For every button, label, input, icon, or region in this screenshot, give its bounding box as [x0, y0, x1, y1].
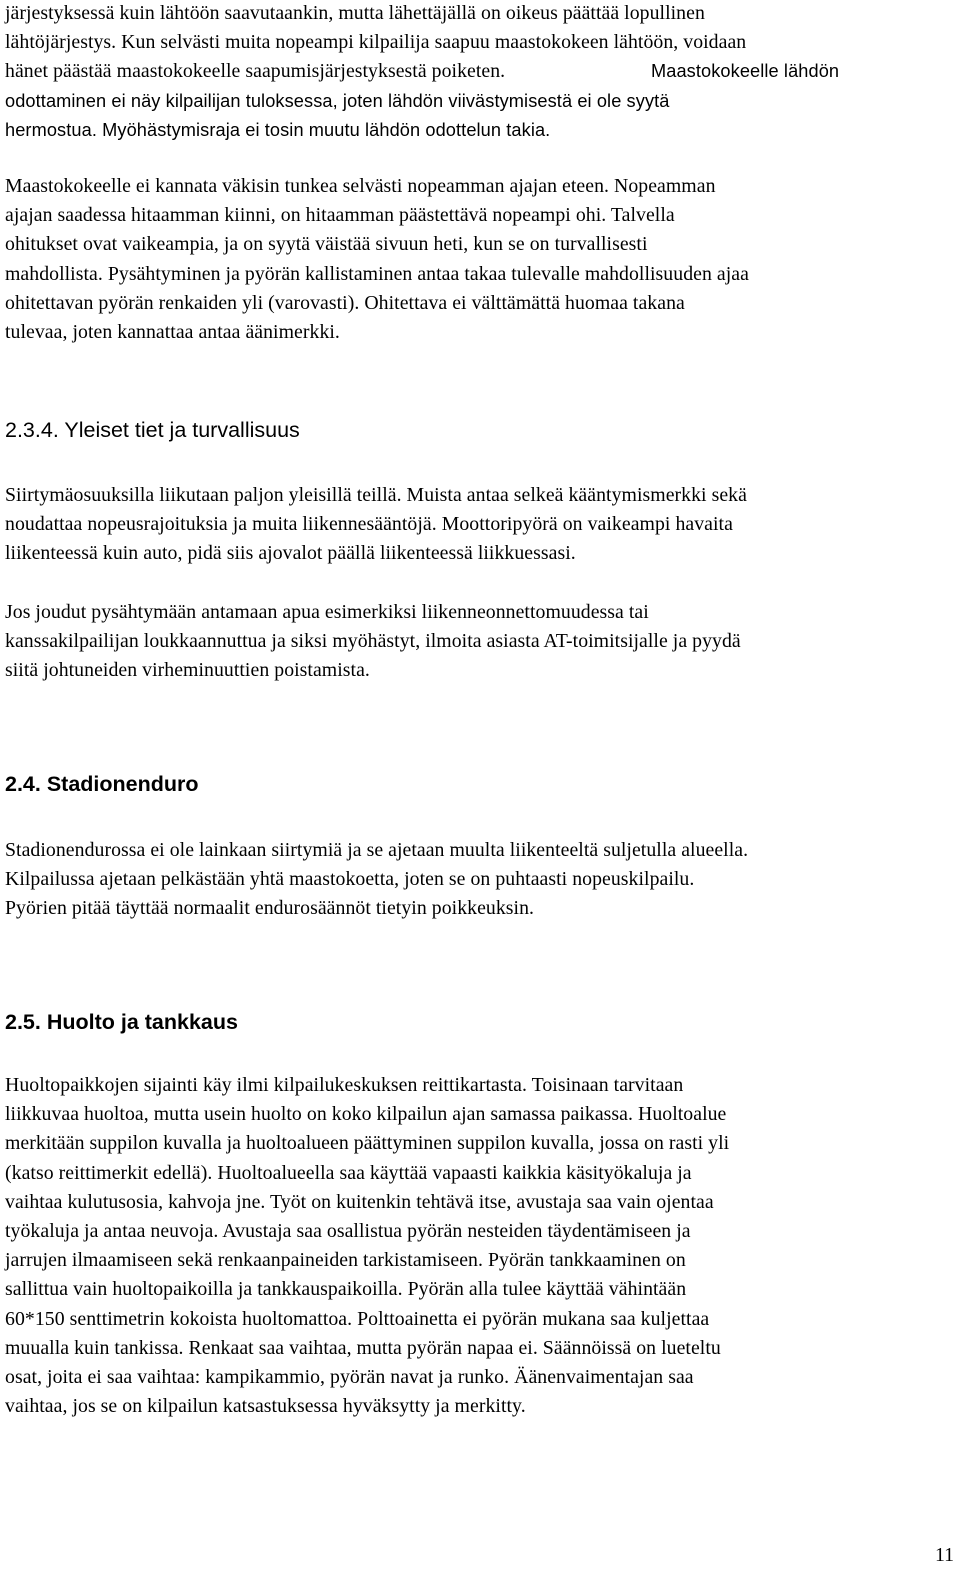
- text-line: noudattaa nopeusrajoituksia ja muita liikennesääntöjä. Moottoripyörä on vaikeampi havaita: [5, 513, 733, 536]
- paragraph-stadionenduro: [5, 836, 955, 924]
- text-line: järjestyksessä kuin lähtöön saavutaankin, mutta lähettäjällä on oikeus päättää lopullinen: [5, 2, 705, 24]
- section-heading: 2.3.4. Yleiset tiet ja turvallisuus: [5, 418, 300, 442]
- text-line: osat, joita ei saa vaihtaa: kampikammio, pyörän navat ja runko. Äänenvaimentajan saa: [5, 1365, 694, 1388]
- paragraph-public-roads: [5, 481, 955, 569]
- paragraph-wait-start: [5, 87, 955, 145]
- text-line: liikkuvaa huoltoa, mutta usein huolto on koko kilpailun ajan samassa paikassa. Huoltoalue: [5, 1103, 727, 1126]
- text-line: siitä johtuneiden virheminuuttien poistamista.: [5, 659, 370, 682]
- text-line: hänet päästää maastokokeelle saapumisjärjestyksestä poiketen.: [5, 60, 506, 83]
- text-line: tulevaa, joten kannattaa antaa äänimerkki.: [5, 320, 340, 343]
- text-line: Huoltopaikkojen sijainti käy ilmi kilpailukeskuksen reittikartasta. Toisinaan tarvitaan: [5, 1074, 684, 1096]
- text-line: Maastokokeelle ei kannata väkisin tunkea selvästi nopeamman ajajan eteen. Nopeamman: [5, 175, 716, 197]
- text-line: kanssakilpailijan loukkaannuttua ja siksi myöhästyt, ilmoita asiasta AT-toimitsijalle ja pyydä: [5, 630, 741, 653]
- text-line: 60*150 senttimetrin kokoista huoltomattoa. Polttoainetta ei pyörän mukana saa kuljettaa: [5, 1307, 710, 1330]
- section-heading: 2.5. Huolto ja tankkaus: [5, 1010, 238, 1034]
- paragraph-service-refuel: [5, 1071, 955, 1421]
- page-number: 11: [934, 1544, 954, 1566]
- paragraph-overtaking: [5, 172, 955, 347]
- text-line: vaihtaa, jos se on kilpailun katsastuksessa hyväksytty ja merkitty.: [5, 1395, 526, 1418]
- text-line: Pyörien pitää täyttää normaalit endurosäännöt tietyin poikkeuksin.: [5, 897, 535, 920]
- text-line: Kilpailussa ajetaan pelkästään yhtä maastokoetta, joten se on puhtaasti nopeuskilpailu.: [5, 868, 695, 891]
- text-line: Siirtymäosuuksilla liikutaan paljon yleisillä teillä. Muista antaa selkeä kääntymismerkki sekä: [5, 484, 747, 506]
- text-line: ohitettavan pyörän renkaiden yli (varovasti). Ohitettava ei välttämättä huomaa takana: [5, 291, 685, 314]
- text-line: merkitään suppilon kuvalla ja huoltoalueen päättyminen suppilon kuvalla, jossa on rasti yli: [5, 1132, 730, 1155]
- text-line: (katso reittimerkit edellä). Huoltoalueella saa käyttää vapaasti kaikkia käsityökaluja ja: [5, 1161, 692, 1184]
- text-line: mahdollista. Pysähtyminen ja pyörän kallistaminen antaa takaa tulevalle mahdollisuuden ajaa: [5, 262, 749, 285]
- paragraph-wait-start-inline: [651, 57, 951, 86]
- text-line: jarrujen ilmaamiseen sekä renkaanpaineiden tarkistamiseen. Pyörän tankkaaminen on: [5, 1249, 686, 1272]
- text-line: odottaminen ei näy kilpailijan tuloksessa, joten lähdön viivästymisestä ei ole syytä: [5, 90, 670, 111]
- text-line: hermostua. Myöhästymisraja ei tosin muutu lähdön odottelun takia.: [5, 119, 551, 140]
- text-line: Stadionendurossa ei ole lainkaan siirtymiä ja se ajetaan muulta liikenteeltä suljetulla alueella.: [5, 839, 749, 861]
- text-line: lähtöjärjestys. Kun selvästi muita nopeampi kilpailija saapuu maastokokeen lähtöön, voidaan: [5, 31, 747, 54]
- text-line: Jos joudut pysähtymään antamaan apua esimerkiksi liikenneonnettomuudessa tai: [5, 601, 649, 623]
- text-line: ajajan saadessa hitaamman kiinni, on hitaamman päästettävä nopeampi ohi. Talvella: [5, 204, 675, 227]
- text-line: muualla kuin tankissa. Renkaat saa vaihtaa, mutta pyörän napaa ei. Säännöissä on lueteltu: [5, 1336, 721, 1359]
- text-line: Maastokokeelle lähdön: [651, 61, 840, 82]
- text-line: työkaluja ja antaa neuvoja. Avustaja saa osallistua pyörän nesteiden täydentämiseen ja: [5, 1219, 691, 1242]
- text-line: ohitukset ovat vaikeampia, ja on syytä väistää sivuun heti, kun se on turvallisesti: [5, 233, 648, 256]
- text-line: sallittua vain huoltopaikoilla ja tankkauspaikoilla. Pyörän alla tulee käyttää vähintään: [5, 1278, 687, 1301]
- section-heading: 2.4. Stadionenduro: [5, 772, 199, 796]
- text-line: liikenteessä kuin auto, pidä siis ajovalot päällä liikenteessä liikkuessasi.: [5, 542, 576, 565]
- paragraph-accident-help: [5, 598, 955, 686]
- text-line: vaihtaa kulutusosia, kahvoja jne. Työt on kuitenkin tehtävä itse, avustaja saa vain ojentaa: [5, 1190, 714, 1213]
